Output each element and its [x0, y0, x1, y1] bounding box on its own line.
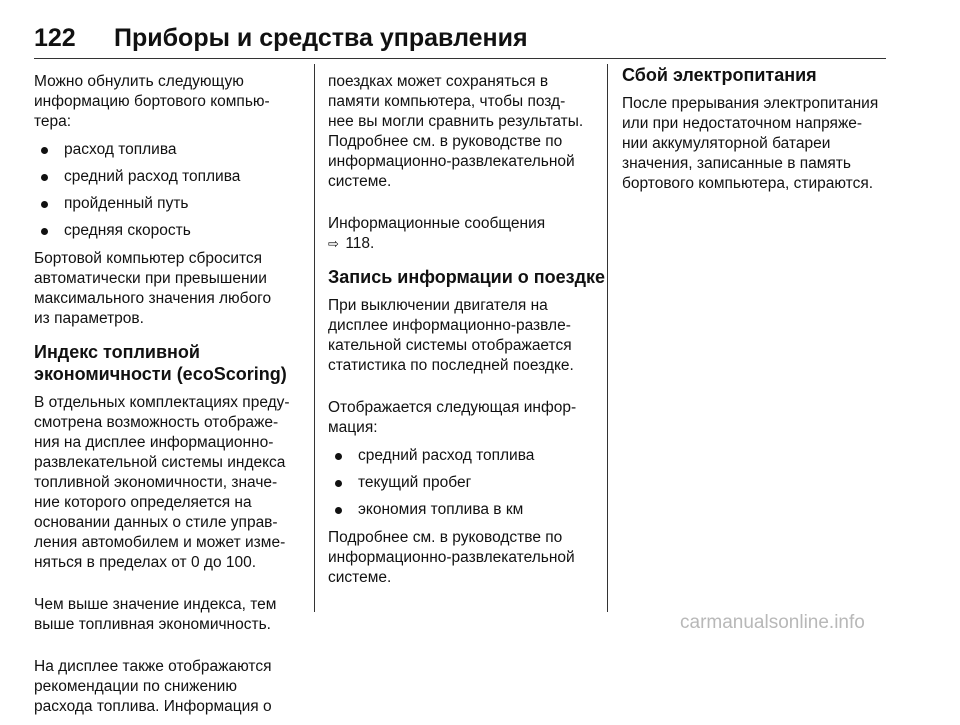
- reset-items-list: [34, 140, 304, 241]
- column-divider-1: [314, 64, 315, 612]
- watermark: carmanualsonline.info: [680, 612, 865, 633]
- column-divider-2: [607, 64, 608, 612]
- bullet-icon: [41, 228, 48, 235]
- column-3: Сбой электропитания После прерывания электропитания или при недостаточном напряже- нии аккумуляторной батареи значения, записанные в память бортового компьютера, стираются.: [622, 64, 892, 202]
- bullet-icon: [41, 201, 48, 208]
- info-messages-page-link[interactable]: 118.: [345, 235, 375, 252]
- trip-items-list: [328, 446, 598, 520]
- column-2: поездках может сохраняться в памяти компьютера, чтобы позд- нее вы могли сравнить результаты. Подробнее см. в руководстве по информационно-развлекательной системе. Информационные сообщения ⇨ 118. Запись информации о поездке При выключении двигателя на дисплее информационно-развле- кательной системы отображается статистика по последней поездке. Отображается следующая инфор- мация: средний расход топлива текущий пробег экономия топлива в км Подробнее см. в руководстве по информационно-развлекательной системе.: [328, 73, 606, 586]
- page-ref-arrow-icon: ⇨: [328, 236, 339, 251]
- bullet-icon: [41, 174, 48, 181]
- list-item: средняя скорость: [34, 221, 304, 241]
- page-number: 122: [34, 24, 76, 52]
- trip-heading: Запись информации о поездке: [328, 267, 606, 287]
- list-item: средний расход топлива: [34, 167, 304, 187]
- list-item: пройденный путь: [34, 194, 304, 214]
- list-item: текущий пробег: [328, 473, 598, 493]
- eco-heading: Индекс топливной экономичности (ecoScoring): [34, 342, 287, 384]
- list-item: средний расход топлива: [328, 446, 598, 466]
- bullet-icon: [335, 453, 342, 460]
- page-header: [34, 24, 886, 54]
- bullet-icon: [335, 480, 342, 487]
- header-divider: [34, 58, 886, 59]
- bullet-icon: [41, 147, 48, 154]
- bullet-icon: [335, 507, 342, 514]
- page-title: Приборы и средства управления: [114, 24, 528, 52]
- list-item: экономия топлива в км: [328, 500, 598, 520]
- power-failure-heading: Сбой электропитания: [622, 65, 817, 85]
- list-item: расход топлива: [34, 140, 304, 160]
- column-1: Можно обнулить следующую информацию бортового компью- тера: расход топлива средний расход топлива пройденный путь средняя скорость Бортовой компьютер сбросится автоматически при превышении максимального значения любого из параметров. Индекс топливной экономичности (ecoScoring) В отдельных комплектациях преду- смотрена возможность отображе- ния на дисплее информационно- развлекательной системы индекса топливной экономичности, значе- ние которого определяется на основании данных о стиле управ- ления автомобилем и может изме- няться в пределах от 0 до 100. Чем выше значение индекса, тем выше топливная экономичность. На дисплее также отображаются рекомендации по снижению расхода топлива. Информация о: [34, 64, 304, 725]
